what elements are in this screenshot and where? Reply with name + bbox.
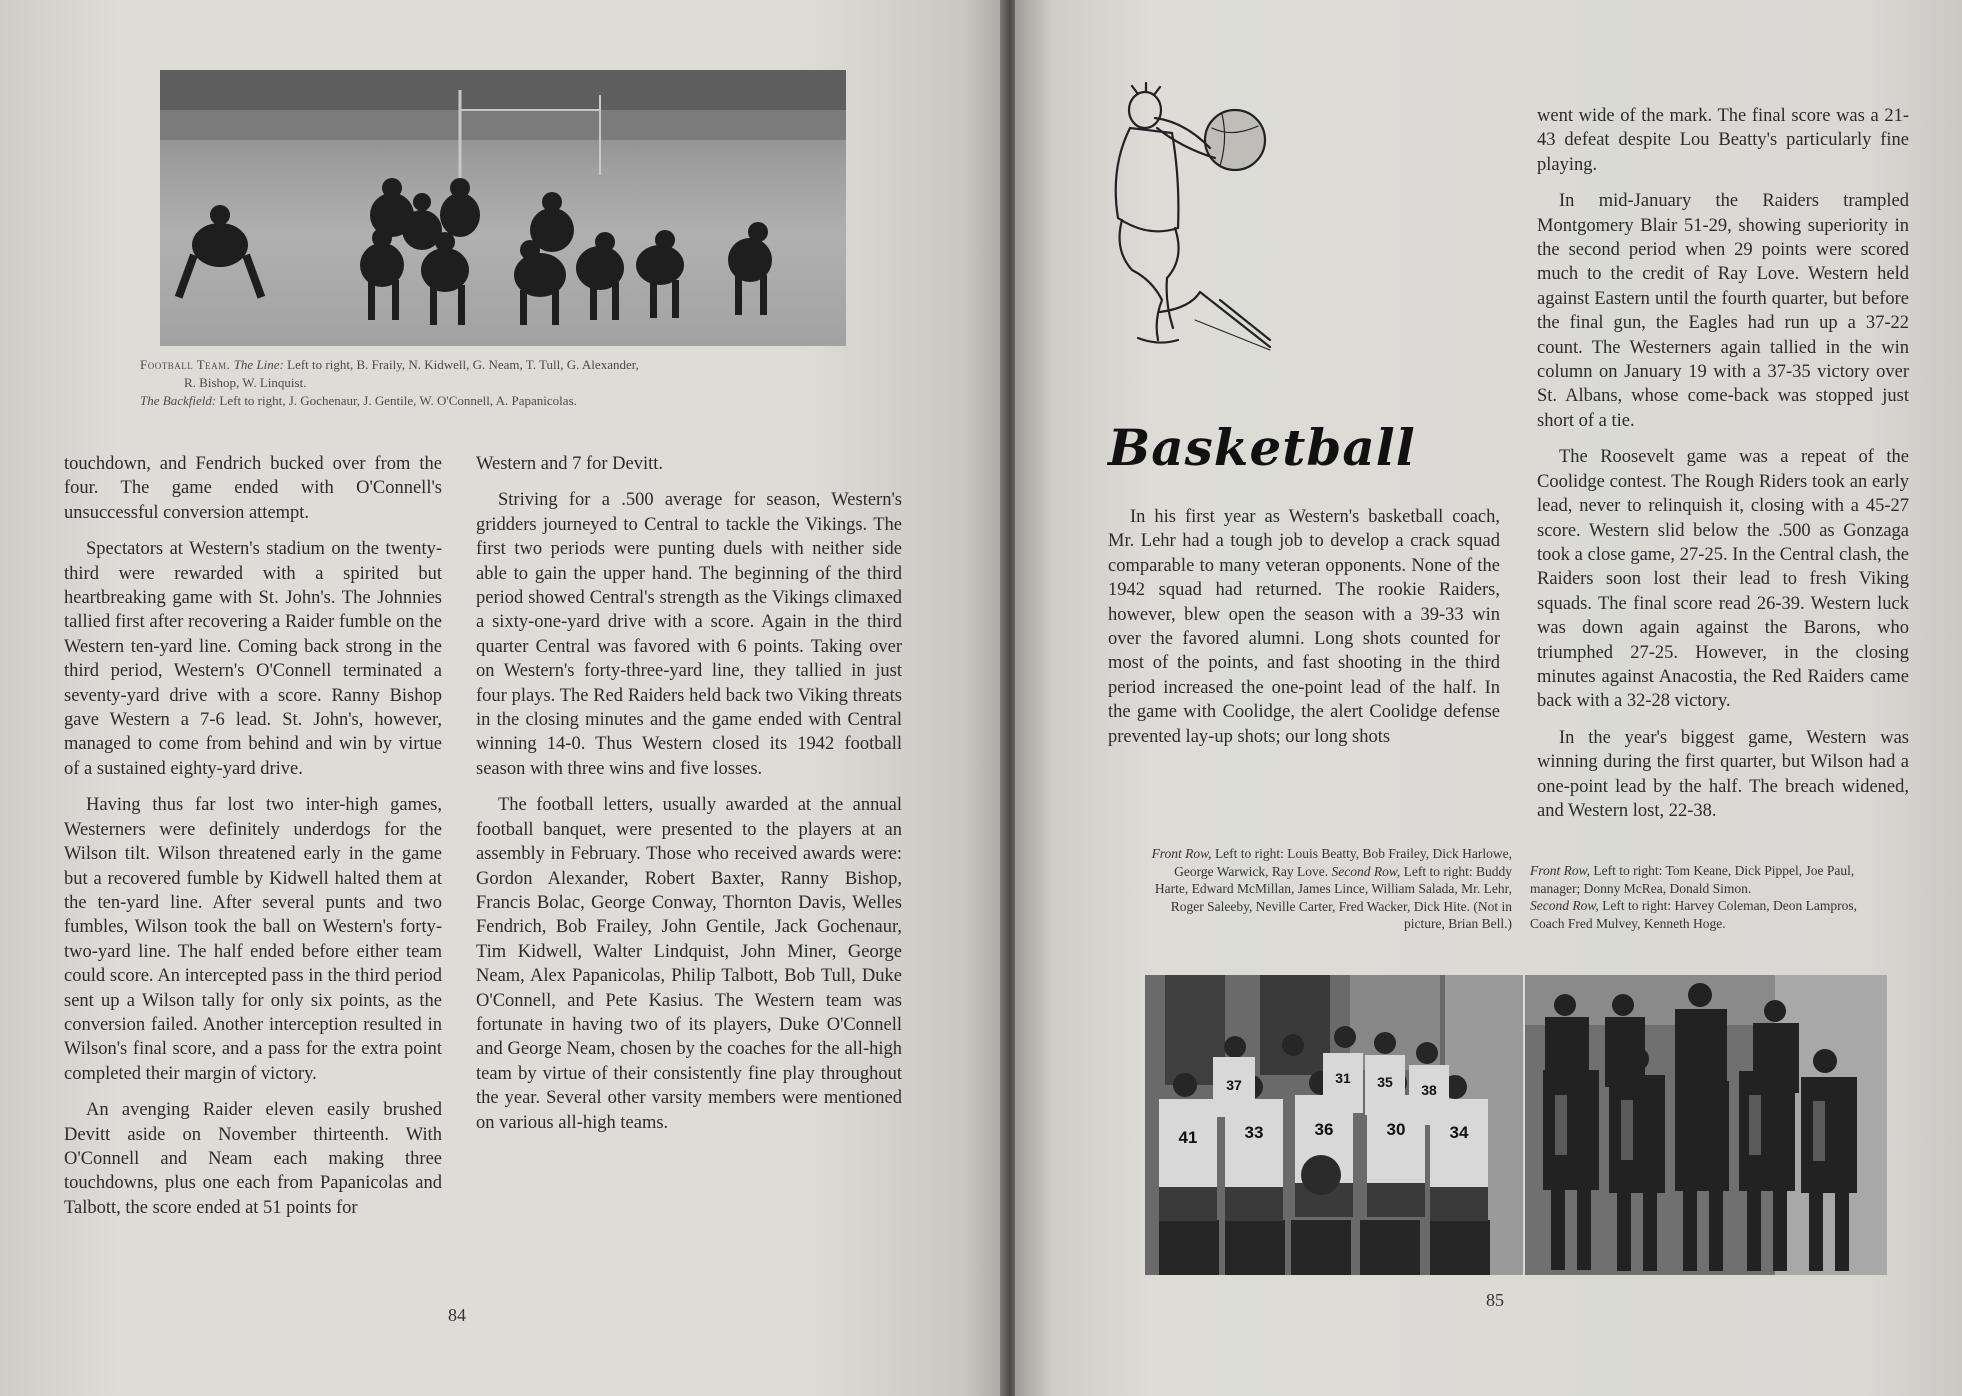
right-column-2 bbox=[1537, 104, 1909, 835]
paragraph: The football letters, usually awarded at the annual football banquet, were presented to the players at an assembly in February. Those who received awards were: Gordon Alexander, Robert Baxter, Ranny Bishop, Francis Bolac, George Conway, Thornton Davis, Welles Fendrich, Bob Frailey, John Gentile, Jack Gochenaur, Tim Kidwell, Walter Lindquist, John Miner, George Neam, Alex Papanicolas, Philip Talbott, Bob Tull, Duke O'Connell, and Pete Kasius. The Western team was fortunate in having two of its players, Duke O'Connell and George Neam, chosen by the coaches for the all-high team by virtue of their consistently fine play throughout the year. Several other varsity members were mentioned on various all-high teams. bbox=[476, 795, 902, 1133]
paragraph: Western and 7 for Devitt. bbox=[476, 454, 664, 474]
paragraph: In his first year as Western's basketball coach, Mr. Lehr had a tough job to develop a crack squad comparable to many veteran opponents. None of the 1942 squad had returned. The rookie Raiders, however, blew open the season with a 39-33 win over the favored alumni. Long shots counted for most of the points, and fast shooting in the third period increased the one-point lead of the half. In the game with Coolidge, the alert Coolidge defense prevented lay-up shots; our long shots bbox=[1108, 507, 1500, 747]
paragraph: Spectators at Western's stadium on the twenty-third were rewarded with a spirited but heartbreaking game with St. John's. The Johnnies tallied first after recovering a Raider fumble on the Western ten-yard line. Coming back strong in the third period, Western's O'Connell terminated a seventy-yard drive with a score. Ranny Bishop gave Western a 7-6 lead. St. John's, however, managed to come from behind and win by virtue of a sustained eighty-yard drive. bbox=[64, 539, 442, 779]
football-photo-caption bbox=[140, 356, 860, 410]
jersey-number: 31 bbox=[1335, 1070, 1351, 1086]
jersey-number: 33 bbox=[1244, 1123, 1264, 1142]
caption-title: Football Team. bbox=[140, 357, 231, 372]
caption-backfield-label: The Backfield: bbox=[140, 393, 217, 408]
right-column-1 bbox=[1108, 505, 1500, 761]
left-column-2 bbox=[476, 452, 902, 1147]
caption-row-text: Left to right: Louis Beatty, Bob Frailey, Dick Harlowe, George Warwick, Ray Love. bbox=[1174, 846, 1512, 879]
page-number: 85 bbox=[1486, 1290, 1504, 1310]
jersey-number: 37 bbox=[1226, 1077, 1242, 1093]
jersey-number: 35 bbox=[1377, 1074, 1393, 1090]
paragraph: went wide of the mark. The final score was a 21-43 defeat despite Lou Beatty's particularly fine playing. bbox=[1537, 106, 1909, 175]
jersey-number: 36 bbox=[1314, 1120, 1334, 1139]
paragraph: Having thus far lost two inter-high games, Westerners were definitely underdogs for the Wilson tilt. Wilson threatened early in the game but a recovered fumble by Kidwell halted them at the ten-yard line. After several punts and two fumbles, Wilson took the ball on Western's forty-two-yard line. The half ended before either team could score. An intercepted pass in the third period sent up a Wilson tally for only six points, as the conversion failed. Another interception resulted in Wilson's final score, and a pass for the extra point completed their margin of victory. bbox=[64, 795, 442, 1084]
left-column-1 bbox=[64, 452, 442, 1232]
jersey-number: 38 bbox=[1421, 1082, 1437, 1098]
caption-row-label: Front Row, bbox=[1530, 863, 1590, 878]
caption-row-text: Left to right: Harvey Coleman, Deon Lampros, Coach Fred Mulvey, Kenneth Hoge. bbox=[1530, 898, 1858, 931]
paragraph: In mid-January the Raiders trampled Montgomery Blair 51-29, showing superiority in the second period when 29 points were scored much to the credit of Ray Love. Western held against Eastern until the fourth quarter, but before the final gun, the Eagles had run up a 37-22 count. The Westerners again tallied in the win column on January 19 with a 37-35 victory over St. Albans, whose come-back was stopped just short of a tie. bbox=[1537, 191, 1909, 431]
caption-backfield-text: Left to right, J. Gochenaur, J. Gentile, W. O'Connell, A. Papanicolas. bbox=[219, 393, 577, 408]
caption-line-row bbox=[140, 356, 860, 374]
caption-line-label: The Line: bbox=[233, 357, 284, 372]
caption-line-text: Left to right, B. Fraily, N. Kidwell, G. Neam, T. Tull, G. Alexander, bbox=[287, 357, 639, 372]
caption-row-text: Left to right: Buddy Harte, Edward McMillan, James Lince, William Salada, Mr. Lehr, Roger Saleeby, Neville Carter, Fred Wacker, Dick Hite. (Not in picture, Brian Bell.) bbox=[1154, 863, 1512, 931]
jersey-number: 30 bbox=[1386, 1120, 1406, 1139]
caption-row-label: Front Row, bbox=[1151, 846, 1212, 861]
second-team-photo bbox=[1525, 975, 1887, 1275]
caption-row-label: Second Row, bbox=[1530, 898, 1599, 913]
caption-row-text: Left to right: Tom Keane, Dick Pippel, Joe Paul, manager; Donny McRea, Donald Simon. bbox=[1530, 863, 1855, 896]
caption-row-label: Second Row, bbox=[1331, 863, 1401, 879]
jersey-number: 41 bbox=[1178, 1128, 1198, 1147]
section-heading: Basketball bbox=[1108, 418, 1416, 477]
varsity-team-caption bbox=[1140, 845, 1512, 933]
jersey-number: 34 bbox=[1449, 1123, 1469, 1142]
paragraph: The Roosevelt game was a repeat of the Coolidge contest. The Rough Riders took an early lead, never to relinquish it, closing with a 45-27 score. Western slid below the .500 as Gonzaga took a close game, 27-25. In the Central clash, the Raiders soon lost their lead to fresh Viking squads. The final score read 26-39. Western luck was down again against the Barons, who triumphed 27-25. However, in the closing minutes against Anacostia, the Red Raiders came back with a 32-28 victory. bbox=[1537, 447, 1909, 712]
paragraph: An avenging Raider eleven easily brushed Devitt aside on November thirteenth. With O'Connell and Neam each making three touchdowns, plus one each from Papanicolas and Talbott, the score ended at 51 points for bbox=[64, 1100, 442, 1218]
caption-backfield-row bbox=[140, 392, 860, 410]
caption-line-row-2: R. Bishop, W. Linquist. bbox=[184, 375, 307, 390]
paragraph: In the year's biggest game, Western was winning during the first quarter, but Wilson had a one-point lead by the half. The breach widened, and Western lost, 22-38. bbox=[1537, 727, 1909, 821]
basketball-player-drawing bbox=[1100, 80, 1290, 370]
varsity-team-photo bbox=[1145, 975, 1523, 1275]
paragraph: touchdown, and Fendrich bucked over from the four. The game ended with O'Connell's unsuccessful conversion attempt. bbox=[64, 454, 442, 523]
football-team-photo bbox=[160, 70, 846, 346]
page-number: 84 bbox=[448, 1305, 466, 1325]
paragraph: Striving for a .500 average for season, Western's gridders journeyed to Central to tackle the Vikings. The first two periods were punting duels with neither side able to gain the upper hand. The beginning of the third period showed Central's strength as the Vikings climaxed a sixty-one-yard drive with a score. Again in the third quarter Central was favored with 6 points. Taking over on Western's forty-three-yard line, they tallied in just four plays. The Red Raiders held back two Viking threats in the closing minutes and the game ended with Central winning 14-0. Thus Western closed its 1942 football season with three wins and five losses. bbox=[476, 490, 902, 779]
second-team-caption bbox=[1530, 862, 1882, 932]
